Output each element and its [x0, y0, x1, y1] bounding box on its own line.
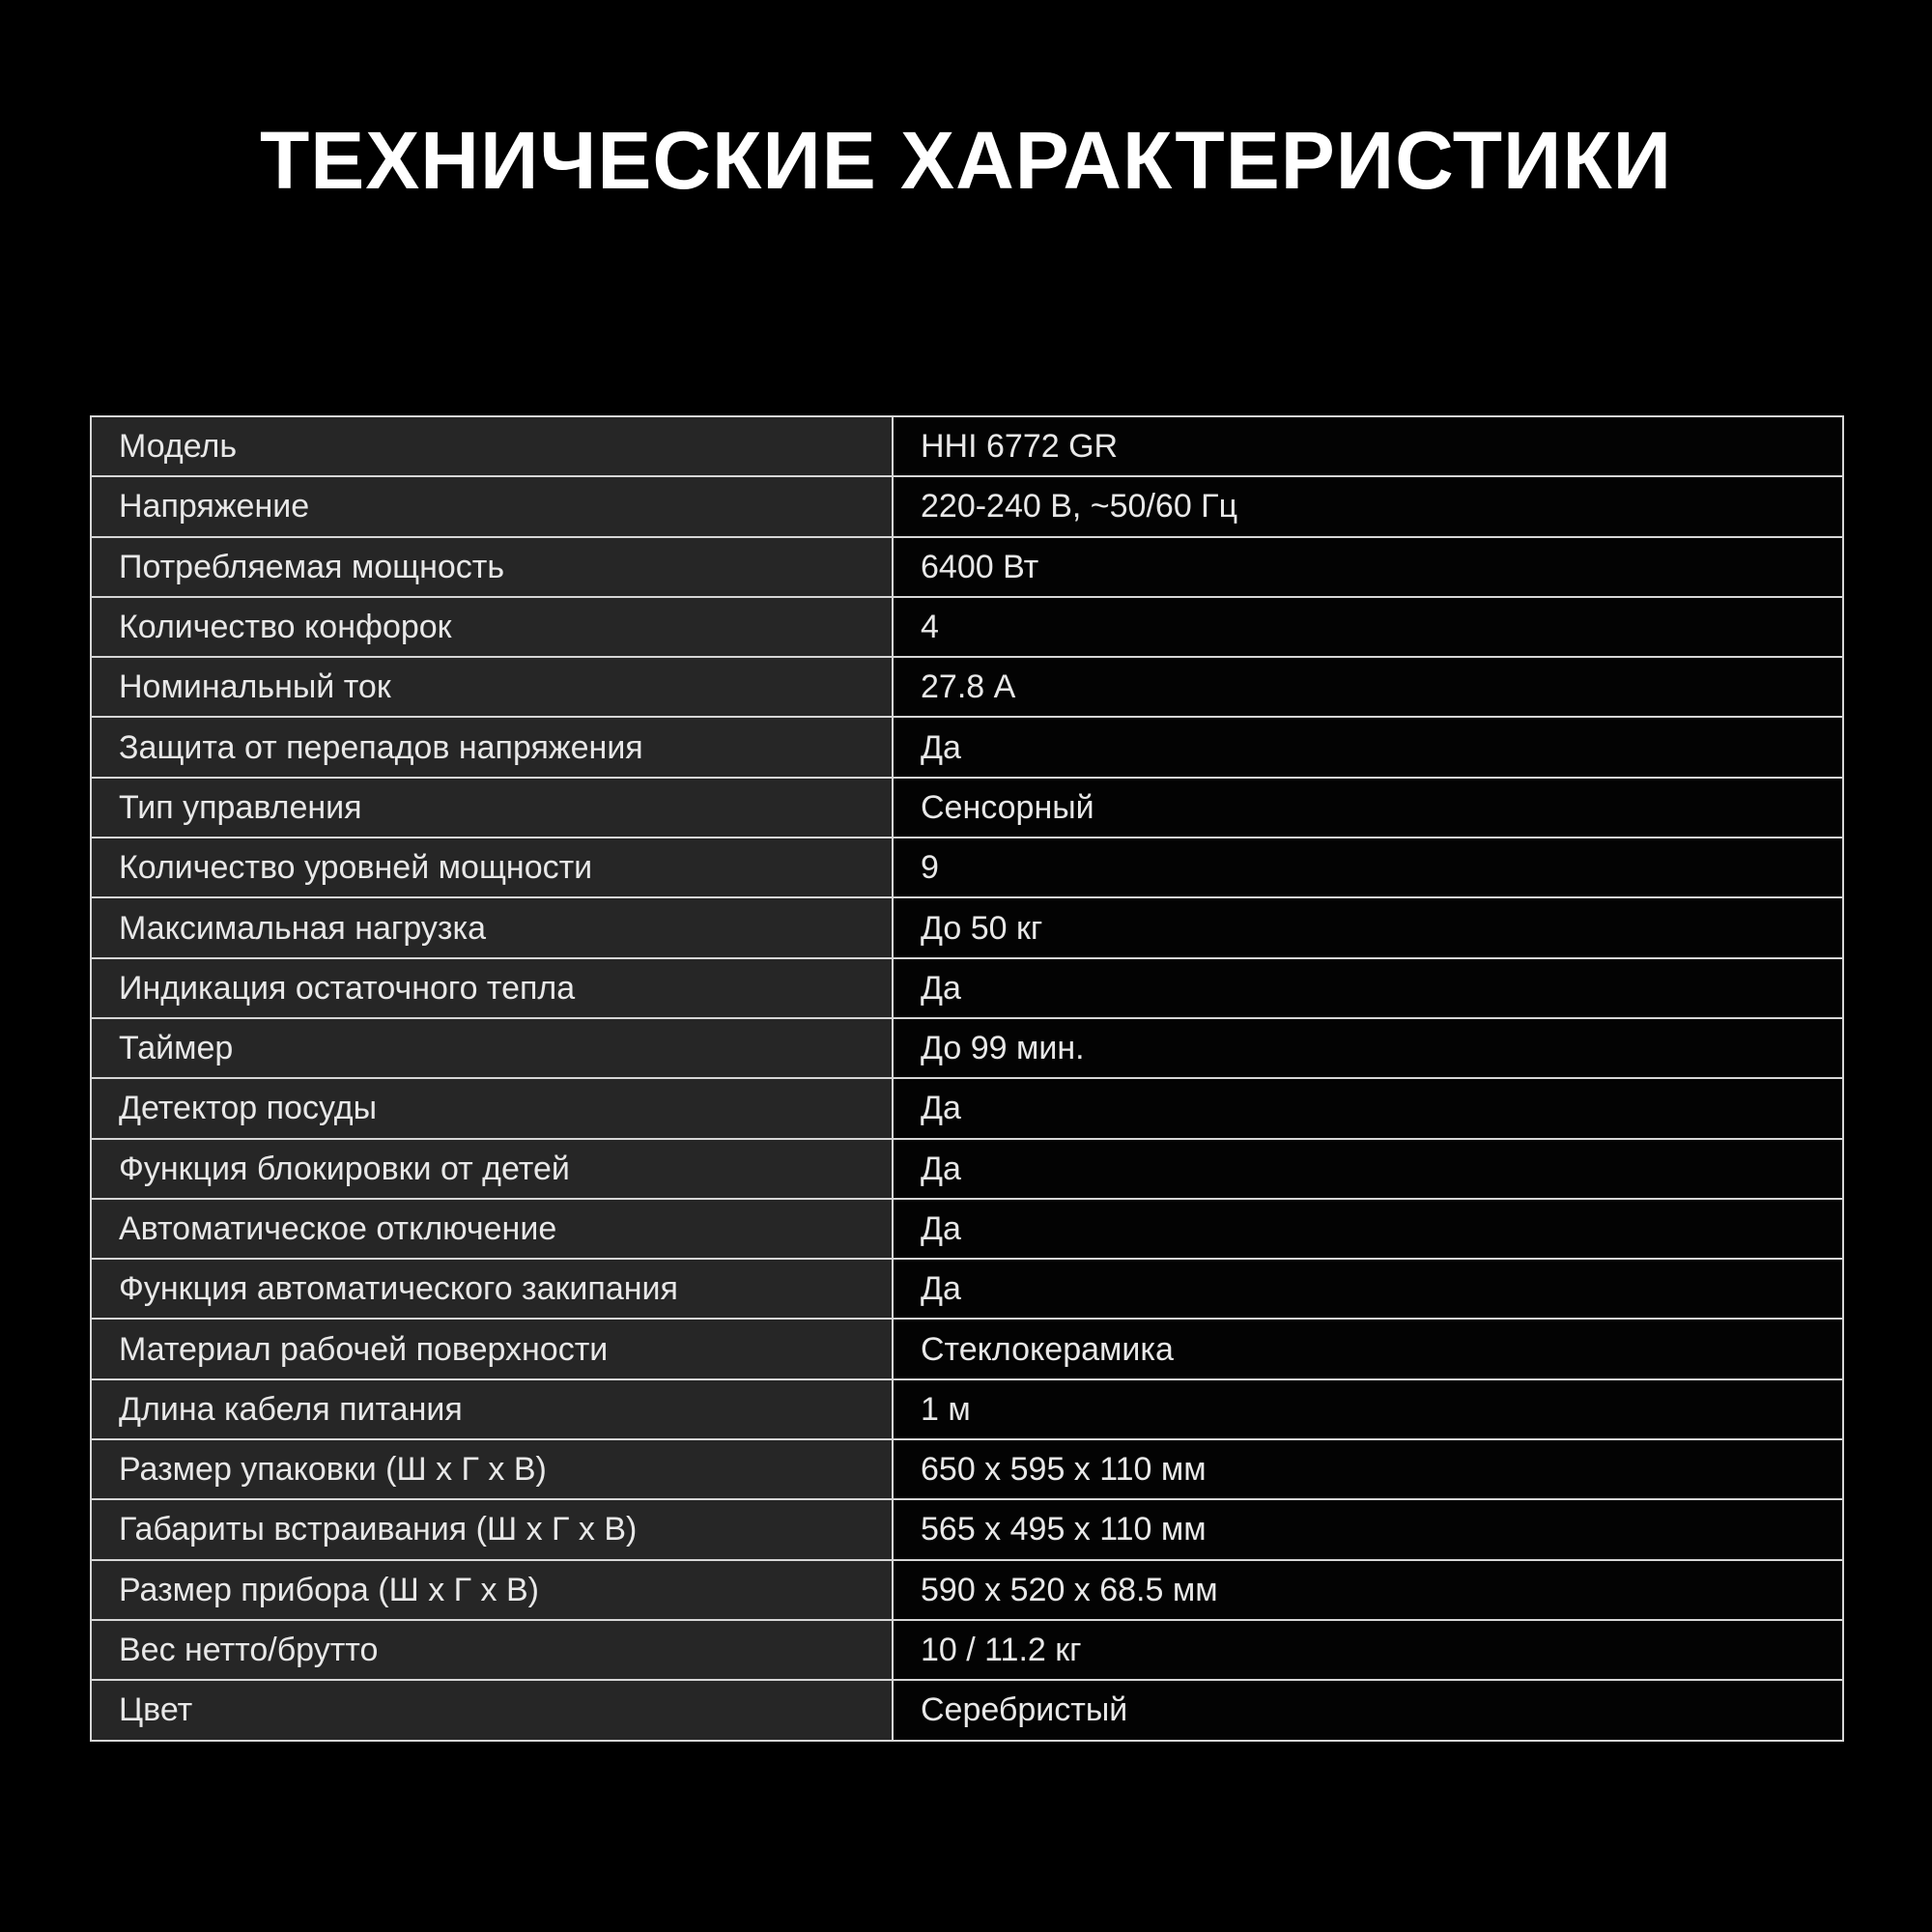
- spec-label: Цвет: [91, 1680, 893, 1740]
- table-row: [91, 1078, 1843, 1138]
- table-row: [91, 778, 1843, 838]
- table-row: [91, 1499, 1843, 1559]
- spec-label: Габариты встраивания (Ш x Г x В): [91, 1499, 893, 1559]
- spec-value: Да: [893, 717, 1843, 777]
- table-row: [91, 1620, 1843, 1680]
- spec-value: До 99 мин.: [893, 1018, 1843, 1078]
- spec-value: Да: [893, 1139, 1843, 1199]
- spec-label: Длина кабеля питания: [91, 1379, 893, 1439]
- table-row: [91, 1199, 1843, 1259]
- spec-label: Материал рабочей поверхности: [91, 1319, 893, 1378]
- spec-label: Количество конфорок: [91, 597, 893, 657]
- spec-value: Серебристый: [893, 1680, 1843, 1740]
- table-row: [91, 1439, 1843, 1499]
- spec-value: До 50 кг: [893, 897, 1843, 957]
- table-row: [91, 958, 1843, 1018]
- table-row: [91, 1018, 1843, 1078]
- spec-value: Сенсорный: [893, 778, 1843, 838]
- spec-label: Функция блокировки от детей: [91, 1139, 893, 1199]
- spec-value: 220-240 В, ~50/60 Гц: [893, 476, 1843, 536]
- spec-label: Защита от перепадов напряжения: [91, 717, 893, 777]
- spec-label: Потребляемая мощность: [91, 537, 893, 597]
- spec-value: 1 м: [893, 1379, 1843, 1439]
- spec-value: HHI 6772 GR: [893, 416, 1843, 476]
- spec-label: Количество уровней мощности: [91, 838, 893, 897]
- spec-label: Максимальная нагрузка: [91, 897, 893, 957]
- spec-value: 6400 Вт: [893, 537, 1843, 597]
- spec-value: 9: [893, 838, 1843, 897]
- spec-value: Да: [893, 1259, 1843, 1319]
- spec-value: Стеклокерамика: [893, 1319, 1843, 1378]
- specs-table: [90, 415, 1844, 1742]
- spec-value: 650 x 595 x 110 мм: [893, 1439, 1843, 1499]
- spec-label: Функция автоматического закипания: [91, 1259, 893, 1319]
- spec-label: Размер прибора (Ш x Г x В): [91, 1560, 893, 1620]
- spec-label: Таймер: [91, 1018, 893, 1078]
- table-row: [91, 537, 1843, 597]
- table-row: [91, 476, 1843, 536]
- table-row: [91, 1680, 1843, 1740]
- spec-label: Индикация остаточного тепла: [91, 958, 893, 1018]
- spec-label: Размер упаковки (Ш x Г x В): [91, 1439, 893, 1499]
- spec-value: 10 / 11.2 кг: [893, 1620, 1843, 1680]
- table-row: [91, 717, 1843, 777]
- specs-table-body: [91, 416, 1843, 1741]
- table-row: [91, 1379, 1843, 1439]
- spec-value: Да: [893, 1078, 1843, 1138]
- spec-label: Детектор посуды: [91, 1078, 893, 1138]
- spec-value: 590 x 520 x 68.5 мм: [893, 1560, 1843, 1620]
- spec-label: Вес нетто/брутто: [91, 1620, 893, 1680]
- table-row: [91, 597, 1843, 657]
- spec-label: Модель: [91, 416, 893, 476]
- table-row: [91, 1319, 1843, 1378]
- table-row: [91, 897, 1843, 957]
- spec-value: 27.8 А: [893, 657, 1843, 717]
- table-row: [91, 838, 1843, 897]
- table-row: [91, 1259, 1843, 1319]
- table-row: [91, 1139, 1843, 1199]
- spec-value: 565 x 495 x 110 мм: [893, 1499, 1843, 1559]
- spec-value: Да: [893, 1199, 1843, 1259]
- spec-label: Напряжение: [91, 476, 893, 536]
- spec-label: Автоматическое отключение: [91, 1199, 893, 1259]
- spec-value: 4: [893, 597, 1843, 657]
- spec-value: Да: [893, 958, 1843, 1018]
- page-title: ТЕХНИЧЕСКИЕ ХАРАКТЕРИСТИКИ: [259, 115, 1673, 206]
- spec-label: Номинальный ток: [91, 657, 893, 717]
- table-row: [91, 416, 1843, 476]
- spec-label: Тип управления: [91, 778, 893, 838]
- table-row: [91, 1560, 1843, 1620]
- table-row: [91, 657, 1843, 717]
